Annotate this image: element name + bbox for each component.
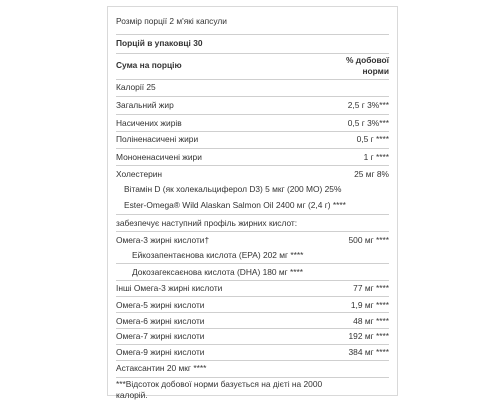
fact-label: Насичених жирів: [116, 118, 182, 128]
divider: [116, 328, 389, 329]
divider: [116, 148, 389, 149]
fact-row-omega9: [116, 347, 389, 358]
divider: [116, 296, 389, 297]
fact-value: 2,5 г 3%***: [347, 100, 389, 110]
epa-row: Ейкозапентаєнова кислота (EPA) 202 мг ****: [132, 250, 304, 260]
divider: [116, 79, 389, 80]
fact-label: Омега-5 жирні кислоти: [116, 300, 205, 310]
fact-value: 1,9 мг ****: [350, 300, 389, 310]
fatty-acid-profile-note: забезпечує наступний профіль жирних кислот:: [116, 218, 298, 228]
divider: [116, 165, 389, 166]
footnote: [116, 379, 389, 401]
fact-label: Інші Омега-3 жирні кислоти: [116, 283, 223, 293]
vitamin-d-row: Вітамін D (як холекальциферол D3) 5 мкг (200 МО) 25%: [124, 184, 342, 194]
fact-value: 500 мг ****: [348, 235, 389, 245]
dv-label-line1: % добової: [345, 55, 389, 65]
footnote-line1: ***Відсоток добової норми базується на дієті на 2000: [116, 379, 323, 389]
divider: [116, 280, 389, 281]
footnote-line2: калорій.: [116, 390, 148, 400]
supplement-facts-panel: [107, 6, 398, 400]
divider: [116, 312, 389, 313]
divider: [116, 96, 389, 97]
fact-row-monounsaturated-fat: [116, 152, 389, 163]
fact-value: 48 мг ****: [353, 316, 389, 326]
divider: [116, 114, 389, 115]
divider: [116, 53, 389, 54]
divider: [116, 231, 389, 232]
fact-row-cholesterol: [116, 169, 389, 180]
servings-per-container: Порцій в упаковці 30: [116, 38, 203, 48]
fact-label: Омега-9 жирні кислоти: [116, 347, 205, 357]
fact-value: 0,5 г 3%***: [347, 118, 389, 128]
fact-value: 25 мг 8%: [354, 169, 389, 179]
divider: [116, 214, 389, 215]
divider: [116, 377, 389, 378]
ester-omega-row: Ester-Omega® Wild Alaskan Salmon Oil 2400 мг (2,4 г) ****: [124, 200, 346, 210]
astaxanthin-row: Астаксантин 20 мкг ****: [116, 363, 207, 373]
divider: [116, 131, 389, 132]
fact-row-saturated-fat: [116, 118, 389, 129]
fact-row-total-fat: [116, 100, 389, 111]
divider: [116, 344, 389, 345]
dha-row: Докозагексаєнова кислота (DHA) 180 мг ****: [132, 267, 304, 277]
serving-size: Розмір порції 2 м'які капсули: [116, 16, 227, 26]
fact-value: 0,5 г ****: [356, 134, 389, 144]
dv-header: [116, 55, 389, 77]
fact-label: Омега-6 жирні кислоти: [116, 316, 205, 326]
amount-label: Сума на порцію: [116, 60, 182, 70]
calories: Калорії 25: [116, 82, 156, 92]
fact-value: 1 г ****: [363, 152, 389, 162]
fact-label: Мононенасичені жири: [116, 152, 202, 162]
fact-label: Холестерин: [116, 169, 163, 179]
dv-label-line2: норми: [362, 66, 389, 76]
divider: [116, 360, 389, 361]
fact-value: 384 мг ****: [348, 347, 389, 357]
fact-row-omega5: [116, 300, 389, 311]
fact-label: Омега-7 жирні кислоти: [116, 331, 205, 341]
fact-label: Загальний жир: [116, 100, 174, 110]
fact-row-other-omega3: [116, 283, 389, 294]
fact-row-omega6: [116, 316, 389, 327]
fact-row-omega7: [116, 331, 389, 342]
fact-value: 77 мг ****: [353, 283, 389, 293]
divider: [116, 34, 389, 35]
fact-row-polyunsaturated-fat: [116, 134, 389, 145]
fact-row-omega3: [116, 235, 389, 246]
divider: [116, 263, 389, 264]
fact-label: Поліненасичені жири: [116, 134, 199, 144]
fact-label: Омега-3 жирні кислоти†: [116, 235, 210, 245]
fact-value: 192 мг ****: [348, 331, 389, 341]
